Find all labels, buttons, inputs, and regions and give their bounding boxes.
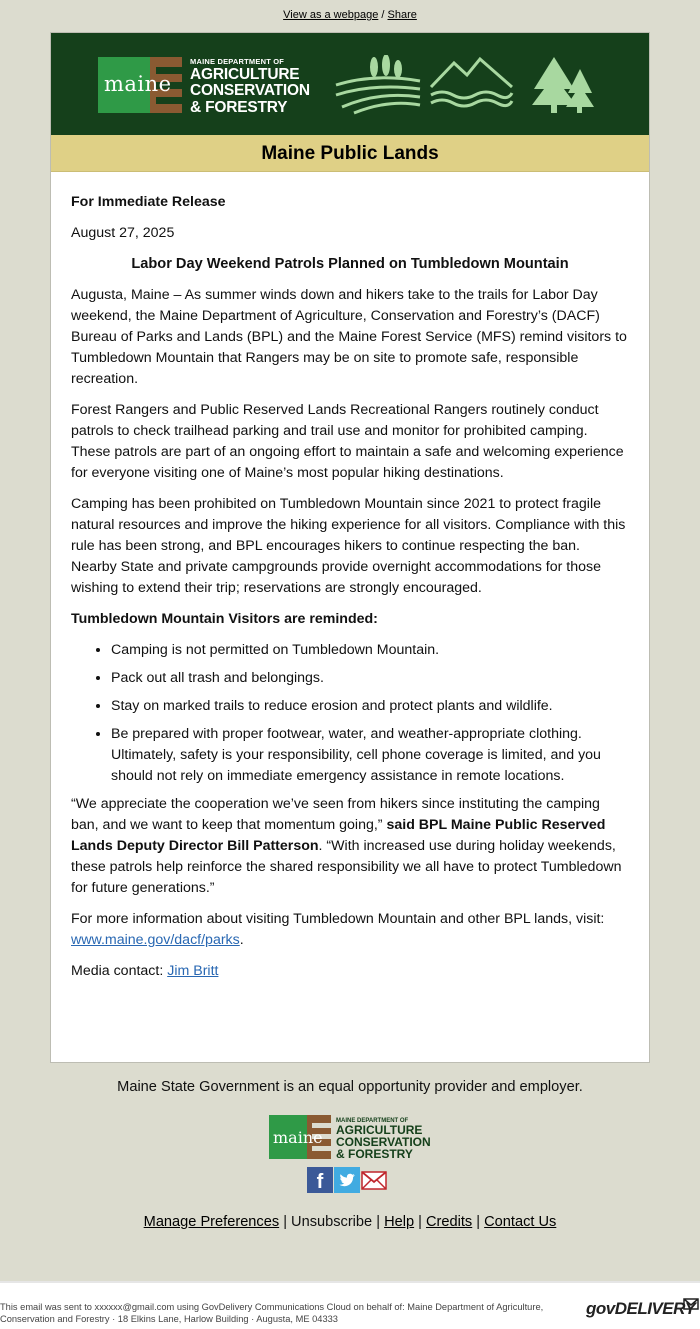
footer-separator: |	[372, 1214, 385, 1230]
footer-dacf-logo[interactable]	[269, 1115, 433, 1164]
footer-separator: |	[414, 1214, 426, 1230]
pine-trees-icon	[532, 57, 594, 113]
more-info	[71, 909, 629, 951]
quote-part-1: “We appreciate the cooperation we’ve seen from hikers since instituting the camping ban, and we want to keep that momentum going,”	[71, 796, 600, 833]
top-links	[0, 9, 700, 21]
media-contact-label: Media contact:	[71, 963, 168, 979]
footer-dept-line-2: AGRICULTURE	[336, 1123, 423, 1137]
help-link[interactable]: Help	[384, 1214, 415, 1230]
footer-logo-word: maine	[273, 1128, 323, 1147]
share-link[interactable]: Share	[387, 9, 417, 21]
list-item: • Be prepared with proper footwear, water, and weather-appropriate clothing. Ultimately, safety is your responsibility, cell phone coverage is limited, and you should not rely on immediate emergency assistance in remote locations.	[111, 724, 629, 787]
maine-e-logo-icon	[98, 57, 182, 113]
quote-part-2: . “With increased use during holiday weekends, these patrols help reinforce the shared responsibility we all have to protect Tumbledown for future generations.”	[71, 838, 622, 896]
press-release-body	[51, 172, 649, 982]
credits-link[interactable]: Credits	[426, 1214, 473, 1230]
dept-line-1: MAINE DEPARTMENT OF	[190, 57, 285, 66]
email-share-icon[interactable]	[361, 1167, 387, 1193]
govdelivery-envelope-icon	[683, 1297, 699, 1311]
manage-preferences-link[interactable]: Manage Preferences	[143, 1214, 280, 1230]
sent-notice-line-2: Conservation and Forestry · 18 Elkins Lane, Harlow Building · Augusta, ME 04333	[0, 1314, 338, 1324]
media-contact-link[interactable]: Jim Britt	[167, 963, 219, 979]
farm-fields-icon	[336, 78, 420, 113]
sent-notice	[0, 1301, 580, 1325]
reminders-list	[71, 640, 629, 787]
quote-attribution: said BPL Maine Public Reserved Lands Deputy Director Bill Patterson	[71, 817, 606, 854]
patterson-quote	[71, 794, 629, 899]
list-item: • Pack out all trash and belongings.	[111, 668, 629, 689]
header-banner	[51, 33, 649, 135]
media-contact	[71, 961, 629, 982]
footer-dept-line-3: CONSERVATION	[336, 1135, 431, 1149]
list-item: • Stay on marked trails to reduce erosion and protect plants and wildlife.	[111, 696, 629, 717]
footer-dept-line-1: MAINE DEPARTMENT OF	[336, 1118, 409, 1124]
mountains-water-icon	[431, 59, 512, 106]
section-title: Maine Public Lands	[51, 135, 649, 172]
banner-landscape-icons	[334, 55, 599, 117]
equal-opportunity-statement: Maine State Government is an equal opportunity provider and employer.	[117, 1079, 583, 1095]
contact-us-link[interactable]: Contact Us	[484, 1214, 557, 1230]
email-card	[50, 32, 650, 1063]
unsubscribe-link[interactable]: Unsubscribe	[291, 1214, 373, 1230]
twitter-icon[interactable]	[334, 1167, 360, 1193]
paragraph-3: Camping has been prohibited on Tumbledown Mountain since 2021 to protect fragile natural resources and improve the hiking experience for all visitors. Compliance with this rule has been strong, and BPL encourages hikers to continue respecting the ban. Nearby State and private campgrounds provide overnight accommodations for those wishing to extend their trip; reservations are strongly encouraged.	[71, 496, 626, 596]
govdelivery-logo[interactable]: govDELIVERY	[586, 1299, 696, 1318]
social-icons	[307, 1167, 388, 1193]
list-item: • Camping is not permitted on Tumbledown Mountain.	[111, 640, 629, 661]
top-links-separator: /	[378, 9, 388, 21]
footer-dept-line-4: & FORESTRY	[336, 1147, 413, 1159]
dept-line-2: AGRICULTURE	[190, 65, 300, 83]
more-info-text: For more information about visiting Tumbledown Mountain and other BPL lands, visit:	[71, 911, 605, 927]
parks-website-link[interactable]: www.maine.gov/dacf/parks	[71, 932, 240, 948]
reminders-heading: Tumbledown Mountain Visitors are reminded:	[71, 611, 378, 627]
release-label: For Immediate Release	[71, 194, 226, 210]
dept-line-3: CONSERVATION	[190, 82, 310, 99]
dept-name	[190, 58, 310, 115]
logo-word: maine	[104, 72, 172, 96]
paragraph-1: Augusta, Maine – As summer winds down and hikers take to the trails for Labor Day weekend, the Maine Department of Agriculture, Conservation and Forestry’s (DACF) Bureau of Parks and Lands (BPL) and the Maine Forest Service (MFS) remind visitors to Tumbledown Mountain that Rangers may be on site to promote safe, responsible recreation.	[71, 287, 627, 387]
headline: Labor Day Weekend Patrols Planned on Tumbledown Mountain	[131, 256, 569, 272]
more-info-end: .	[239, 932, 244, 948]
facebook-icon[interactable]: f	[307, 1167, 333, 1193]
paragraph-2: Forest Rangers and Public Reserved Lands Recreational Rangers routinely conduct patrols to check trailhead parking and trail use and monitor for prohibited camping. These patrols are part of an ongoing effort to maintain a safe and welcoming experience for everyone visiting one of Maine’s most popular hiking destinations.	[71, 402, 624, 481]
footer-links	[0, 1214, 700, 1230]
footer-separator: |	[279, 1214, 292, 1230]
footer-separator: |	[472, 1214, 485, 1230]
dept-line-4: & FORESTRY	[190, 98, 288, 116]
sent-notice-line-1: This email was sent to xxxxxx@gmail.com using GovDelivery Communications Cloud on behalf of: Maine Department of Agriculture,	[0, 1302, 544, 1312]
footer-maine-logo-icon	[269, 1115, 433, 1159]
govdelivery-footer	[0, 1281, 700, 1329]
view-as-webpage-link[interactable]: View as a webpage	[283, 9, 379, 21]
release-date: August 27, 2025	[71, 225, 175, 241]
